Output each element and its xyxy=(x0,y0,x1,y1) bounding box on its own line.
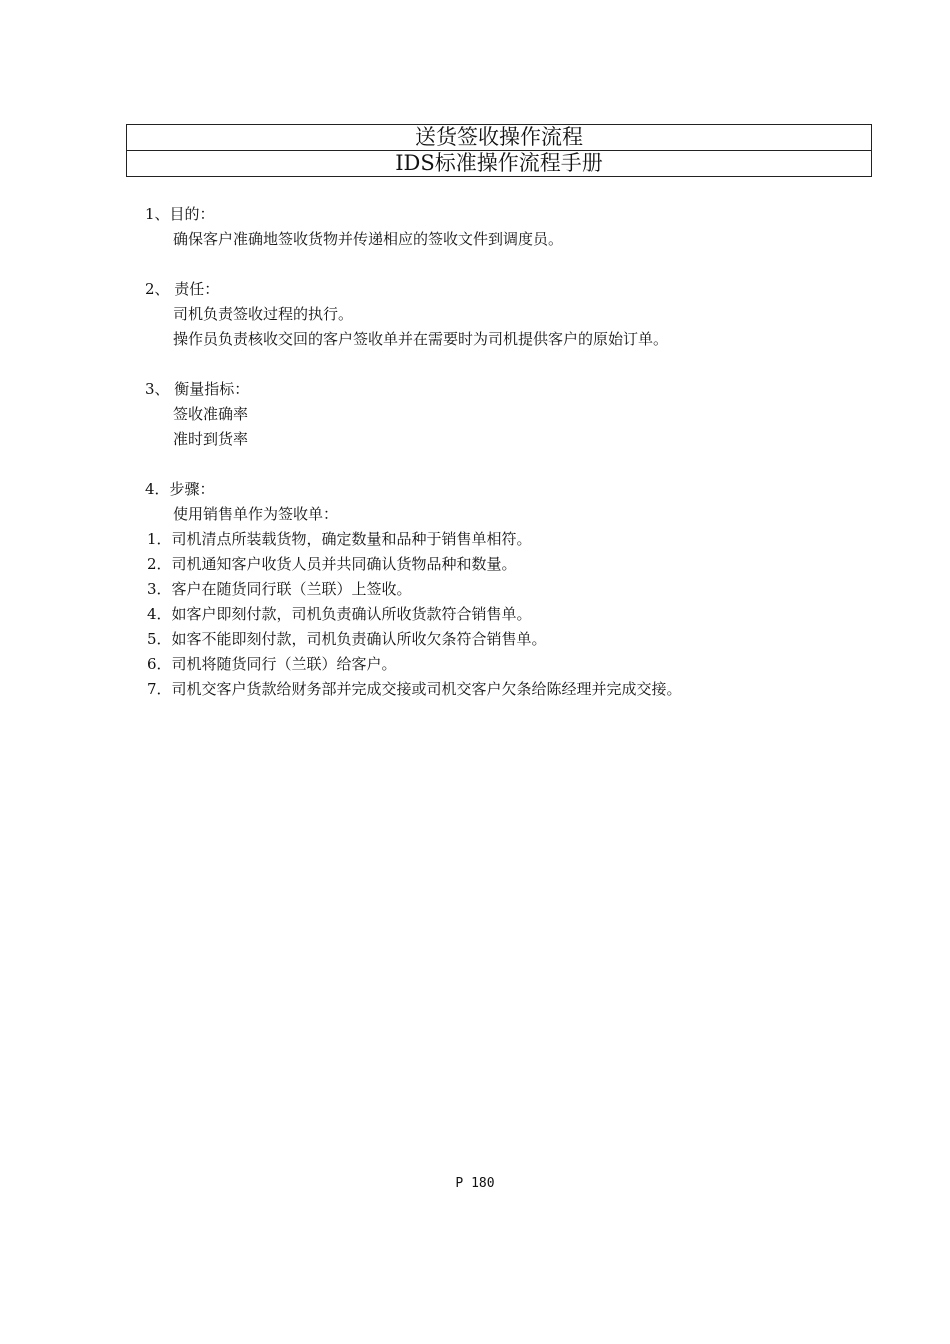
metric-item-2: 准时到货率 xyxy=(173,430,249,448)
responsibility-heading: 2、 责任： xyxy=(145,280,220,298)
metrics-heading: 3、 衡量指标： xyxy=(145,380,250,398)
page-number: P 180 xyxy=(455,1176,495,1191)
title-table xyxy=(126,124,872,177)
purpose-text: 确保客户准确地签收货物并传递相应的签收文件到调度员。 xyxy=(173,230,564,248)
document-title: 送货签收操作流程 xyxy=(127,125,872,151)
steps-intro: 使用销售单作为签收单： xyxy=(173,505,339,523)
step-item-3: 3．客户在随货同行联（兰联）上签收。 xyxy=(147,580,412,598)
manual-title: IDS标准操作流程手册 xyxy=(127,151,872,177)
responsibility-text-1: 司机负责签收过程的执行。 xyxy=(173,305,354,323)
step-item-6: 6．司机将随货同行（兰联）给客户。 xyxy=(147,655,397,673)
step-item-2: 2．司机通知客户收货人员并共同确认货物品种和数量。 xyxy=(147,555,517,573)
steps-heading: 4．步骤： xyxy=(145,480,215,498)
step-item-4: 4．如客户即刻付款，司机负责确认所收货款符合销售单。 xyxy=(147,605,532,623)
purpose-heading: 1、目的： xyxy=(145,205,215,223)
metric-item-1: 签收准确率 xyxy=(173,405,249,423)
step-item-7: 7．司机交客户货款给财务部并完成交接或司机交客户欠条给陈经理并完成交接。 xyxy=(147,680,682,698)
step-item-1: 1．司机清点所装载货物，确定数量和品种于销售单相符。 xyxy=(147,530,532,548)
step-item-5: 5．如客不能即刻付款，司机负责确认所收欠条符合销售单。 xyxy=(147,630,547,648)
responsibility-text-2: 操作员负责核收交回的客户签收单并在需要时为司机提供客户的原始订单。 xyxy=(173,330,669,348)
